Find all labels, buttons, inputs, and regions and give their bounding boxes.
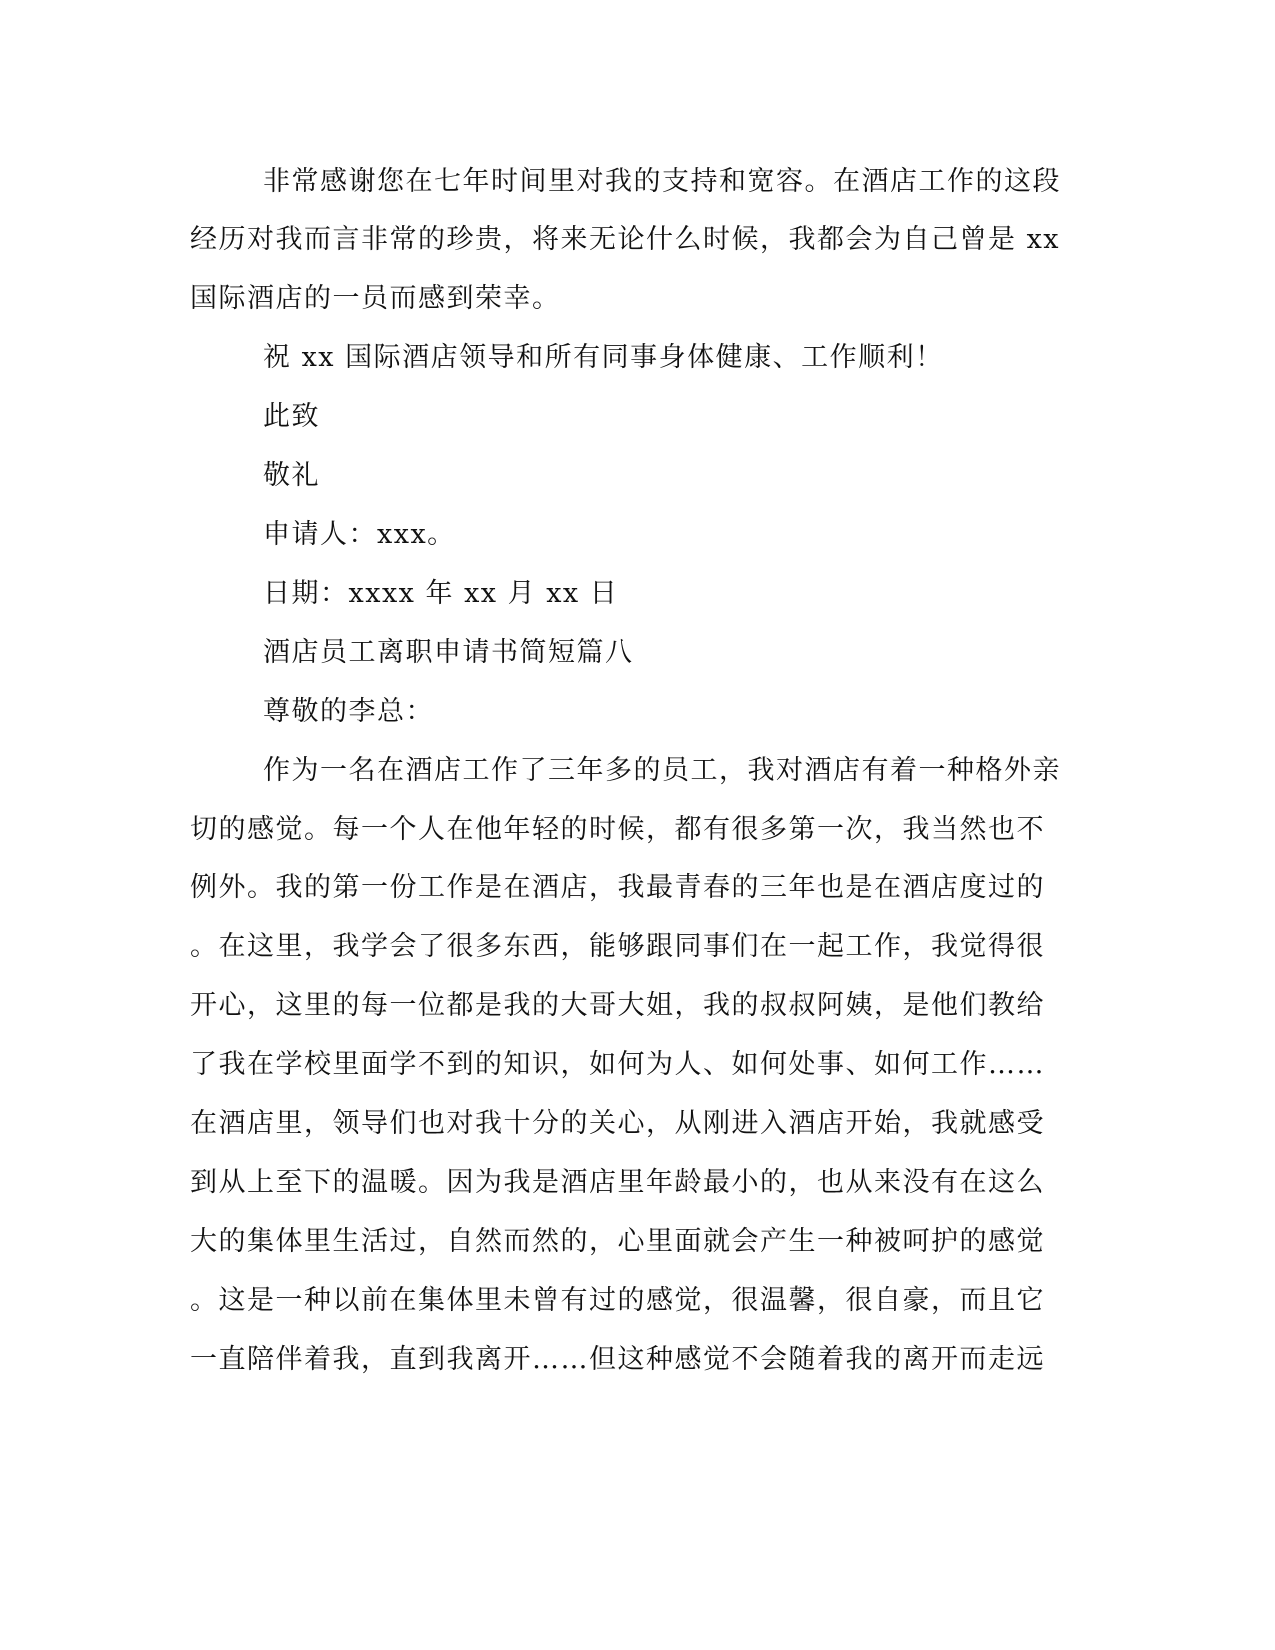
paragraph-line: 切的感觉。每一个人在他年轻的时候，都有很多第一次，我当然也不: [190, 814, 1045, 845]
paragraph-line: 在酒店里，领导们也对我十分的关心，从刚进入酒店开始，我就感受: [190, 1108, 1045, 1139]
paragraph-line: 国际酒店的一员而感到荣幸。: [190, 283, 561, 314]
paragraph-line: 作为一名在酒店工作了三年多的员工，我对酒店有着一种格外亲: [263, 755, 1061, 786]
paragraph-line: 非常感谢您在七年时间里对我的支持和宽容。在酒店工作的这段: [263, 166, 1061, 197]
paragraph-line: 祝 xx 国际酒店领导和所有同事身体健康、工作顺利！: [263, 342, 944, 373]
closing-line: 此致: [263, 401, 320, 432]
paragraph-line: 。这是一种以前在集体里未曾有过的感觉，很温馨，很自豪，而且它: [190, 1285, 1045, 1316]
section-title: 酒店员工离职申请书简短篇八: [263, 637, 634, 668]
paragraph-line: 。在这里，我学会了很多东西，能够跟同事们在一起工作，我觉得很: [190, 931, 1045, 962]
paragraph-line: 开心，这里的每一位都是我的大哥大姐，我的叔叔阿姨，是他们教给: [190, 990, 1045, 1021]
closing-line: 敬礼: [263, 460, 320, 491]
paragraph-line: 一直陪伴着我，直到我离开……但这种感觉不会随着我的离开而走远: [190, 1344, 1045, 1375]
paragraph-line: 经历对我而言非常的珍贵，将来无论什么时候，我都会为自己曾是 xx: [190, 224, 1061, 255]
paragraph-line: 例外。我的第一份工作是在酒店，我最青春的三年也是在酒店度过的: [190, 872, 1045, 903]
paragraph-line: 大的集体里生活过，自然而然的，心里面就会产生一种被呵护的感觉: [190, 1226, 1045, 1257]
applicant-line: 申请人：xxx。: [263, 519, 456, 550]
paragraph-line: 了我在学校里面学不到的知识，如何为人、如何处事、如何工作……: [190, 1049, 1045, 1080]
paragraph-line: 到从上至下的温暖。因为我是酒店里年龄最小的，也从来没有在这么: [190, 1167, 1045, 1198]
salutation: 尊敬的李总：: [263, 696, 434, 727]
date-line: 日期：xxxx 年 xx 月 xx 日: [263, 578, 619, 609]
